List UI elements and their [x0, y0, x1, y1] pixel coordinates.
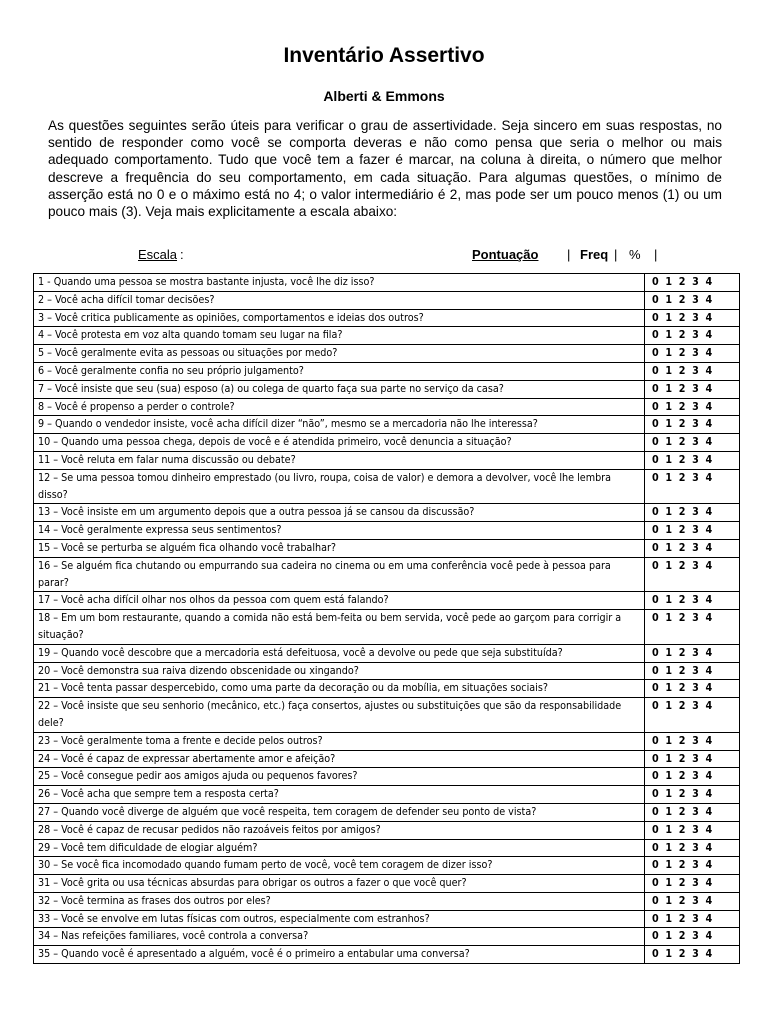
question-row [34, 732, 740, 750]
question-text: 18 – Em um bom restaurante, quando a comida não está bem-feita ou bem servida, você pede ao garçom para corrigir a situação? [34, 610, 645, 645]
answer-options[interactable]: 0 1 2 3 4 [645, 698, 740, 733]
question-row [34, 946, 740, 964]
question-text: 20 – Você demonstra sua raiva dizendo obscenidade ou xingando? [34, 662, 645, 680]
separator-2: | [614, 247, 618, 262]
question-row [34, 451, 740, 469]
question-text: 5 – Você geralmente evita as pessoas ou situações por medo? [34, 345, 645, 363]
intro-paragraph: As questões seguintes serão úteis para verificar o grau de assertividade. Seja sincero em suas respostas, no sentido de responder como você se comporta deveras e não como pensa que seria o melhor ou mais adequado comportamento. Tudo que você tem a fazer é marcar, na coluna à direita, o número que melhor descreve a frequência do seu comportamento, em cada situação. Para algumas questões, o mínimo de asserção está no 0 e o máximo está no 4; o valor intermediário é 2, mas pode ser um pouco menos (1) ou um pouco mais (3). Veja mais explicitamente a escala abaixo: [48, 118, 722, 220]
question-text: 16 – Se alguém fica chutando ou empurrando sua cadeira no cinema ou em uma conferência você pede à pessoa para parar? [34, 557, 645, 592]
question-text: 30 – Se você fica incomodado quando fumam perto de você, você tem coragem de dizer isso? [34, 857, 645, 875]
questions-table [33, 273, 740, 964]
question-row [34, 327, 740, 345]
question-text: 31 – Você grita ou usa técnicas absurdas para obrigar os outros a fazer o que você quer? [34, 875, 645, 893]
question-row [34, 291, 740, 309]
question-row [34, 750, 740, 768]
answer-options[interactable]: 0 1 2 3 4 [645, 839, 740, 857]
answer-options[interactable]: 0 1 2 3 4 [645, 946, 740, 964]
question-row [34, 380, 740, 398]
question-text: 17 – Você acha difícil olhar nos olhos da pessoa com quem está falando? [34, 592, 645, 610]
question-text: 8 – Você é propenso a perder o controle? [34, 398, 645, 416]
document-authors: Alberti & Emmons [323, 88, 445, 104]
question-row [34, 434, 740, 452]
question-row [34, 839, 740, 857]
question-row [34, 362, 740, 380]
answer-options[interactable]: 0 1 2 3 4 [645, 928, 740, 946]
answer-options[interactable]: 0 1 2 3 4 [645, 892, 740, 910]
answer-options[interactable]: 0 1 2 3 4 [645, 434, 740, 452]
question-text: 14 – Você geralmente expressa seus sentimentos? [34, 522, 645, 540]
separator-1: | [567, 247, 571, 262]
answer-options[interactable]: 0 1 2 3 4 [645, 786, 740, 804]
question-text: 23 – Você geralmente toma a frente e decide pelos outros? [34, 732, 645, 750]
answer-options[interactable]: 0 1 2 3 4 [645, 504, 740, 522]
answer-options[interactable]: 0 1 2 3 4 [645, 644, 740, 662]
question-row [34, 803, 740, 821]
question-text: 9 – Quando o vendedor insiste, você acha difícil dizer “não”, mesmo se a mercadoria não lhe interessa? [34, 416, 645, 434]
question-row [34, 398, 740, 416]
question-row [34, 469, 740, 504]
question-text: 27 – Quando você diverge de alguém que você respeita, tem coragem de defender seu ponto de vista? [34, 803, 645, 821]
answer-options[interactable]: 0 1 2 3 4 [645, 469, 740, 504]
question-text: 29 – Você tem dificuldade de elogiar alguém? [34, 839, 645, 857]
answer-options[interactable]: 0 1 2 3 4 [645, 522, 740, 540]
question-row [34, 768, 740, 786]
question-row [34, 592, 740, 610]
answer-options[interactable]: 0 1 2 3 4 [645, 274, 740, 292]
question-row [34, 928, 740, 946]
question-text: 26 – Você acha que sempre tem a resposta certa? [34, 786, 645, 804]
answer-options[interactable]: 0 1 2 3 4 [645, 768, 740, 786]
question-row [34, 504, 740, 522]
question-text: 35 – Quando você é apresentado a alguém, você é o primeiro a entabular uma conversa? [34, 946, 645, 964]
answer-options[interactable]: 0 1 2 3 4 [645, 291, 740, 309]
answer-options[interactable]: 0 1 2 3 4 [645, 398, 740, 416]
answer-options[interactable]: 0 1 2 3 4 [645, 327, 740, 345]
question-row [34, 875, 740, 893]
question-row [34, 416, 740, 434]
question-text: 33 – Você se envolve em lutas físicas com outros, especialmente com estranhos? [34, 910, 645, 928]
question-text: 15 – Você se perturba se alguém fica olhando você trabalhar? [34, 539, 645, 557]
question-row [34, 680, 740, 698]
question-row [34, 857, 740, 875]
question-text: 28 – Você é capaz de recusar pedidos não razoáveis feitos por amigos? [34, 821, 645, 839]
question-text: 32 – Você termina as frases dos outros por eles? [34, 892, 645, 910]
answer-options[interactable]: 0 1 2 3 4 [645, 416, 740, 434]
question-row [34, 698, 740, 733]
answer-options[interactable]: 0 1 2 3 4 [645, 539, 740, 557]
scale-colon: : [180, 247, 184, 262]
question-text: 24 – Você é capaz de expressar abertamente amor e afeição? [34, 750, 645, 768]
freq-column-label: Freq [580, 247, 609, 262]
document-title: Inventário Assertivo [283, 44, 485, 67]
question-row [34, 644, 740, 662]
question-row [34, 539, 740, 557]
question-text: 7 – Você insiste que seu (sua) esposo (a) ou colega de quarto faça sua parte no serviço da casa? [34, 380, 645, 398]
answer-options[interactable]: 0 1 2 3 4 [645, 680, 740, 698]
question-row [34, 662, 740, 680]
question-row [34, 309, 740, 327]
question-text: 6 – Você geralmente confia no seu próprio julgamento? [34, 362, 645, 380]
question-text: 19 – Quando você descobre que a mercadoria está defeituosa, você a devolve ou pede que seja substituída? [34, 644, 645, 662]
answer-options[interactable]: 0 1 2 3 4 [645, 380, 740, 398]
question-text: 21 – Você tenta passar despercebido, como uma parte da decoração ou da mobília, em situações sociais? [34, 680, 645, 698]
question-row [34, 910, 740, 928]
answer-options[interactable]: 0 1 2 3 4 [645, 451, 740, 469]
answer-options[interactable]: 0 1 2 3 4 [645, 592, 740, 610]
question-row [34, 821, 740, 839]
question-row [34, 557, 740, 592]
question-text: 4 – Você protesta em voz alta quando tomam seu lugar na fila? [34, 327, 645, 345]
question-text: 22 – Você insiste que seu senhorio (mecânico, etc.) faça consertos, ajustes ou substituições que são da responsabilidade dele? [34, 698, 645, 733]
answer-options[interactable]: 0 1 2 3 4 [645, 362, 740, 380]
answer-options[interactable]: 0 1 2 3 4 [645, 750, 740, 768]
answer-options[interactable]: 0 1 2 3 4 [645, 557, 740, 592]
question-row [34, 610, 740, 645]
answer-options[interactable]: 0 1 2 3 4 [645, 732, 740, 750]
answer-options[interactable]: 0 1 2 3 4 [645, 875, 740, 893]
question-row [34, 892, 740, 910]
question-row [34, 274, 740, 292]
answer-options[interactable]: 0 1 2 3 4 [645, 610, 740, 645]
answer-options[interactable]: 0 1 2 3 4 [645, 309, 740, 327]
answer-options[interactable]: 0 1 2 3 4 [645, 803, 740, 821]
question-text: 34 – Nas refeições familiares, você controla a conversa? [34, 928, 645, 946]
scale-header-row [0, 247, 768, 265]
question-text: 25 – Você consegue pedir aos amigos ajuda ou pequenos favores? [34, 768, 645, 786]
question-text: 1 - Quando uma pessoa se mostra bastante injusta, você lhe diz isso? [34, 274, 645, 292]
scale-label: Escala [138, 247, 178, 262]
answer-options[interactable]: 0 1 2 3 4 [645, 857, 740, 875]
question-text: 11 – Você reluta em falar numa discussão ou debate? [34, 451, 645, 469]
answer-options[interactable]: 0 1 2 3 4 [645, 821, 740, 839]
separator-3: | [654, 247, 658, 262]
answer-options[interactable]: 0 1 2 3 4 [645, 910, 740, 928]
question-text: 12 – Se uma pessoa tomou dinheiro emprestado (ou livro, roupa, coisa de valor) e demora a devolver, você lhe lembra disso? [34, 469, 645, 504]
percent-column-label: % [629, 247, 641, 262]
question-text: 2 – Você acha difícil tomar decisões? [34, 291, 645, 309]
answer-options[interactable]: 0 1 2 3 4 [645, 662, 740, 680]
question-row [34, 786, 740, 804]
score-column-label: Pontuação [472, 247, 539, 262]
question-text: 10 – Quando uma pessoa chega, depois de você e é atendida primeiro, você denuncia a situação? [34, 434, 645, 452]
question-row [34, 345, 740, 363]
question-text: 13 – Você insiste em um argumento depois que a outra pessoa já se cansou da discussão? [34, 504, 645, 522]
question-text: 3 – Você critica publicamente as opiniões, comportamentos e ideias dos outros? [34, 309, 645, 327]
answer-options[interactable]: 0 1 2 3 4 [645, 345, 740, 363]
question-row [34, 522, 740, 540]
